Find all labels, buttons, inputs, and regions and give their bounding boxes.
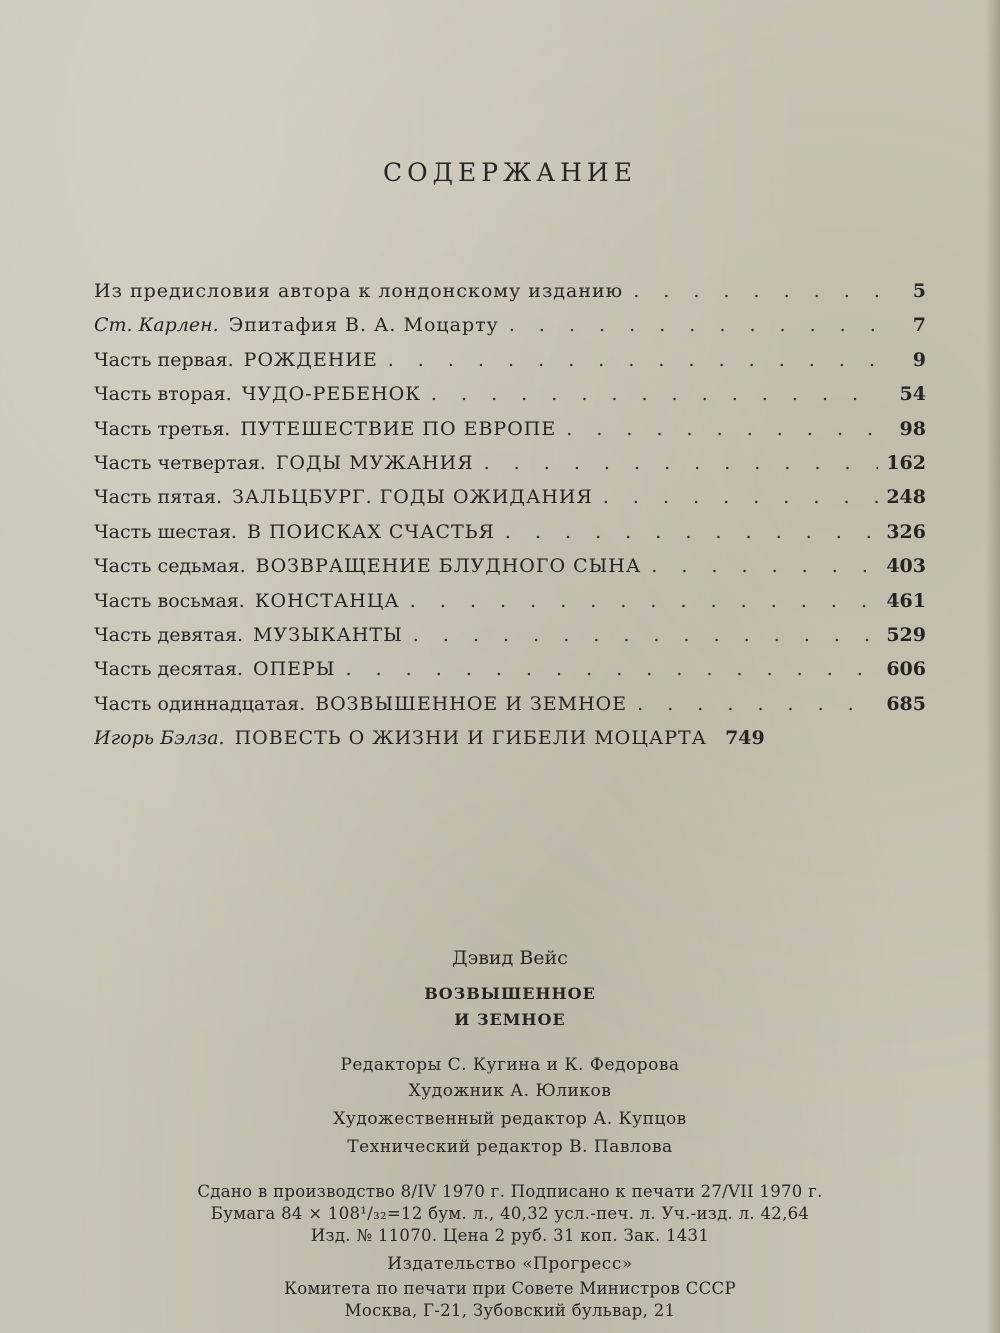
toc-entry-page: 5 [912,280,926,302]
toc-entry-part-6 [94,521,926,555]
toc-entry-page: 326 [886,520,926,543]
toc-entry-part: Часть шестая. [94,520,237,543]
toc-entry-page: 461 [886,589,926,612]
toc-entry-title: ВОЗВЫШЕННОЕ И ЗЕМНОЕ [315,692,628,715]
toc-entry-part: Часть седьмая. [94,555,246,578]
imprint-editors: Редакторы С. Кугина и К. Федорова [340,1055,680,1075]
toc-entry-title: Эпитафия В. А. Моцарту [228,314,499,337]
toc-entry-part-10 [94,658,926,692]
contents-heading: СОДЕРЖАНИЕ [383,158,637,187]
toc-entry-title: КОНСТАНЦА [254,589,400,612]
toc-entry-author: Ст. Карлен. [94,314,219,337]
toc-dot-leader [566,418,882,440]
toc-entry-part-8 [94,590,926,624]
imprint-book-title-line2: И ЗЕМНОЕ [454,1010,566,1029]
imprint-paper-format: Бумага 84 × 108¹/₃₂=12 бум. л., 40,32 усл.-печ. л. Уч.-изд. л. 42,64 [210,1204,810,1223]
toc-dot-leader [633,280,882,302]
toc-entry-part-4 [94,452,926,486]
imprint-book-title-line1: ВОЗВЫШЕННОЕ [424,984,596,1003]
imprint-print-dates: Сдано в производство 8/IV 1970 г. Подписано к печати 27/VII 1970 г. [197,1182,823,1201]
toc-entry-part-3 [94,418,926,452]
toc-entry-page: 7 [912,314,926,337]
toc-dot-leader [505,521,878,543]
toc-entry-part: Часть десятая. [94,658,243,681]
toc-entry-title: ПУТЕШЕСТВИЕ ПО ЕВРОПЕ [240,417,557,440]
page-edge-shadow [986,0,1000,1333]
toc-entry-part: Часть одиннадцатая. [94,692,306,715]
toc-entry-title: ЗАЛЬЦБУРГ. ГОДЫ ОЖИДАНИЯ [232,486,593,509]
toc-dot-leader [431,383,882,405]
toc-entry-epitaph [94,314,926,348]
toc-entry-part-2 [94,383,926,417]
toc-entry-title: ГОДЫ МУЖАНИЯ [275,451,474,474]
toc-dot-leader [651,555,878,577]
imprint-artist: Художник А. Юликов [408,1081,612,1101]
toc-entry-page: 606 [886,658,926,681]
toc-entry-title: МУЗЫКАНТЫ [253,623,403,646]
toc-entry-part-9 [94,624,926,658]
toc-entry-part: Часть первая. [94,348,234,371]
toc-entry-author: Игорь Бэлза. [94,727,225,750]
toc-entry-part-5 [94,486,926,520]
imprint-address: Москва, Г-21, Зубовский бульвар, 21 [344,1301,676,1320]
toc-entry-page: 403 [886,555,926,578]
toc-entry-page: 9 [912,348,926,371]
toc-entry-part: Часть пятая. [94,486,223,509]
toc-entry-page: 248 [886,486,926,509]
toc-entry-title: ОПЕРЫ [253,658,336,681]
imprint-tech-editor: Технический редактор В. Павлова [347,1137,673,1157]
toc-entry-part: Часть третья. [94,417,231,440]
toc-entry-page: 98 [899,417,926,440]
toc-entry-title: ВОЗВРАЩЕНИЕ БЛУДНОГО СЫНА [255,555,642,578]
table-of-contents [94,280,926,761]
toc-entry-page: 529 [886,623,926,646]
imprint-book-author: Дэвид Вейс [452,947,568,969]
toc-entry-part-1 [94,349,926,383]
toc-entry-part-11 [94,693,926,727]
toc-dot-leader [637,693,878,715]
imprint-committee: Комитета по печати при Совете Министров СССР [284,1279,736,1298]
toc-dot-leader [509,314,882,336]
toc-entry-afterword [94,727,926,761]
toc-entry-page: 162 [886,451,926,474]
toc-entry-page: 685 [886,692,926,715]
imprint-order-price: Изд. № 11070. Цена 2 руб. 31 коп. Зак. 1431 [310,1226,710,1245]
imprint-publisher: Издательство «Прогресс» [387,1254,633,1274]
toc-entry-title: В ПОИСКАХ СЧАСТЬЯ [246,520,495,543]
toc-dot-leader [413,624,879,646]
toc-entry-part: Часть девятая. [94,623,244,646]
toc-dot-leader [484,452,879,474]
imprint-art-editor: Художественный редактор А. Купцов [333,1109,687,1129]
toc-entry-preface [94,280,926,314]
toc-dot-leader [346,658,879,680]
toc-entry-title: ЧУДО-РЕБЕНОК [241,383,421,406]
toc-dot-leader [388,349,882,371]
toc-entry-part: Часть вторая. [94,383,232,406]
toc-entry-part: Часть восьмая. [94,589,245,612]
toc-entry-page: 749 [725,727,765,750]
toc-dot-leader [410,590,879,612]
toc-entry-title: Из предисловия автора к лондонскому изданию [94,280,624,302]
toc-entry-part: Часть четвертая. [94,451,266,474]
toc-entry-part-7 [94,555,926,589]
toc-entry-title: ПОВЕСТЬ О ЖИЗНИ И ГИБЕЛИ МОЦАРТА [234,727,708,750]
toc-entry-title: РОЖДЕНИЕ [243,348,378,371]
toc-dot-leader [603,486,879,508]
toc-entry-page: 54 [899,383,926,406]
